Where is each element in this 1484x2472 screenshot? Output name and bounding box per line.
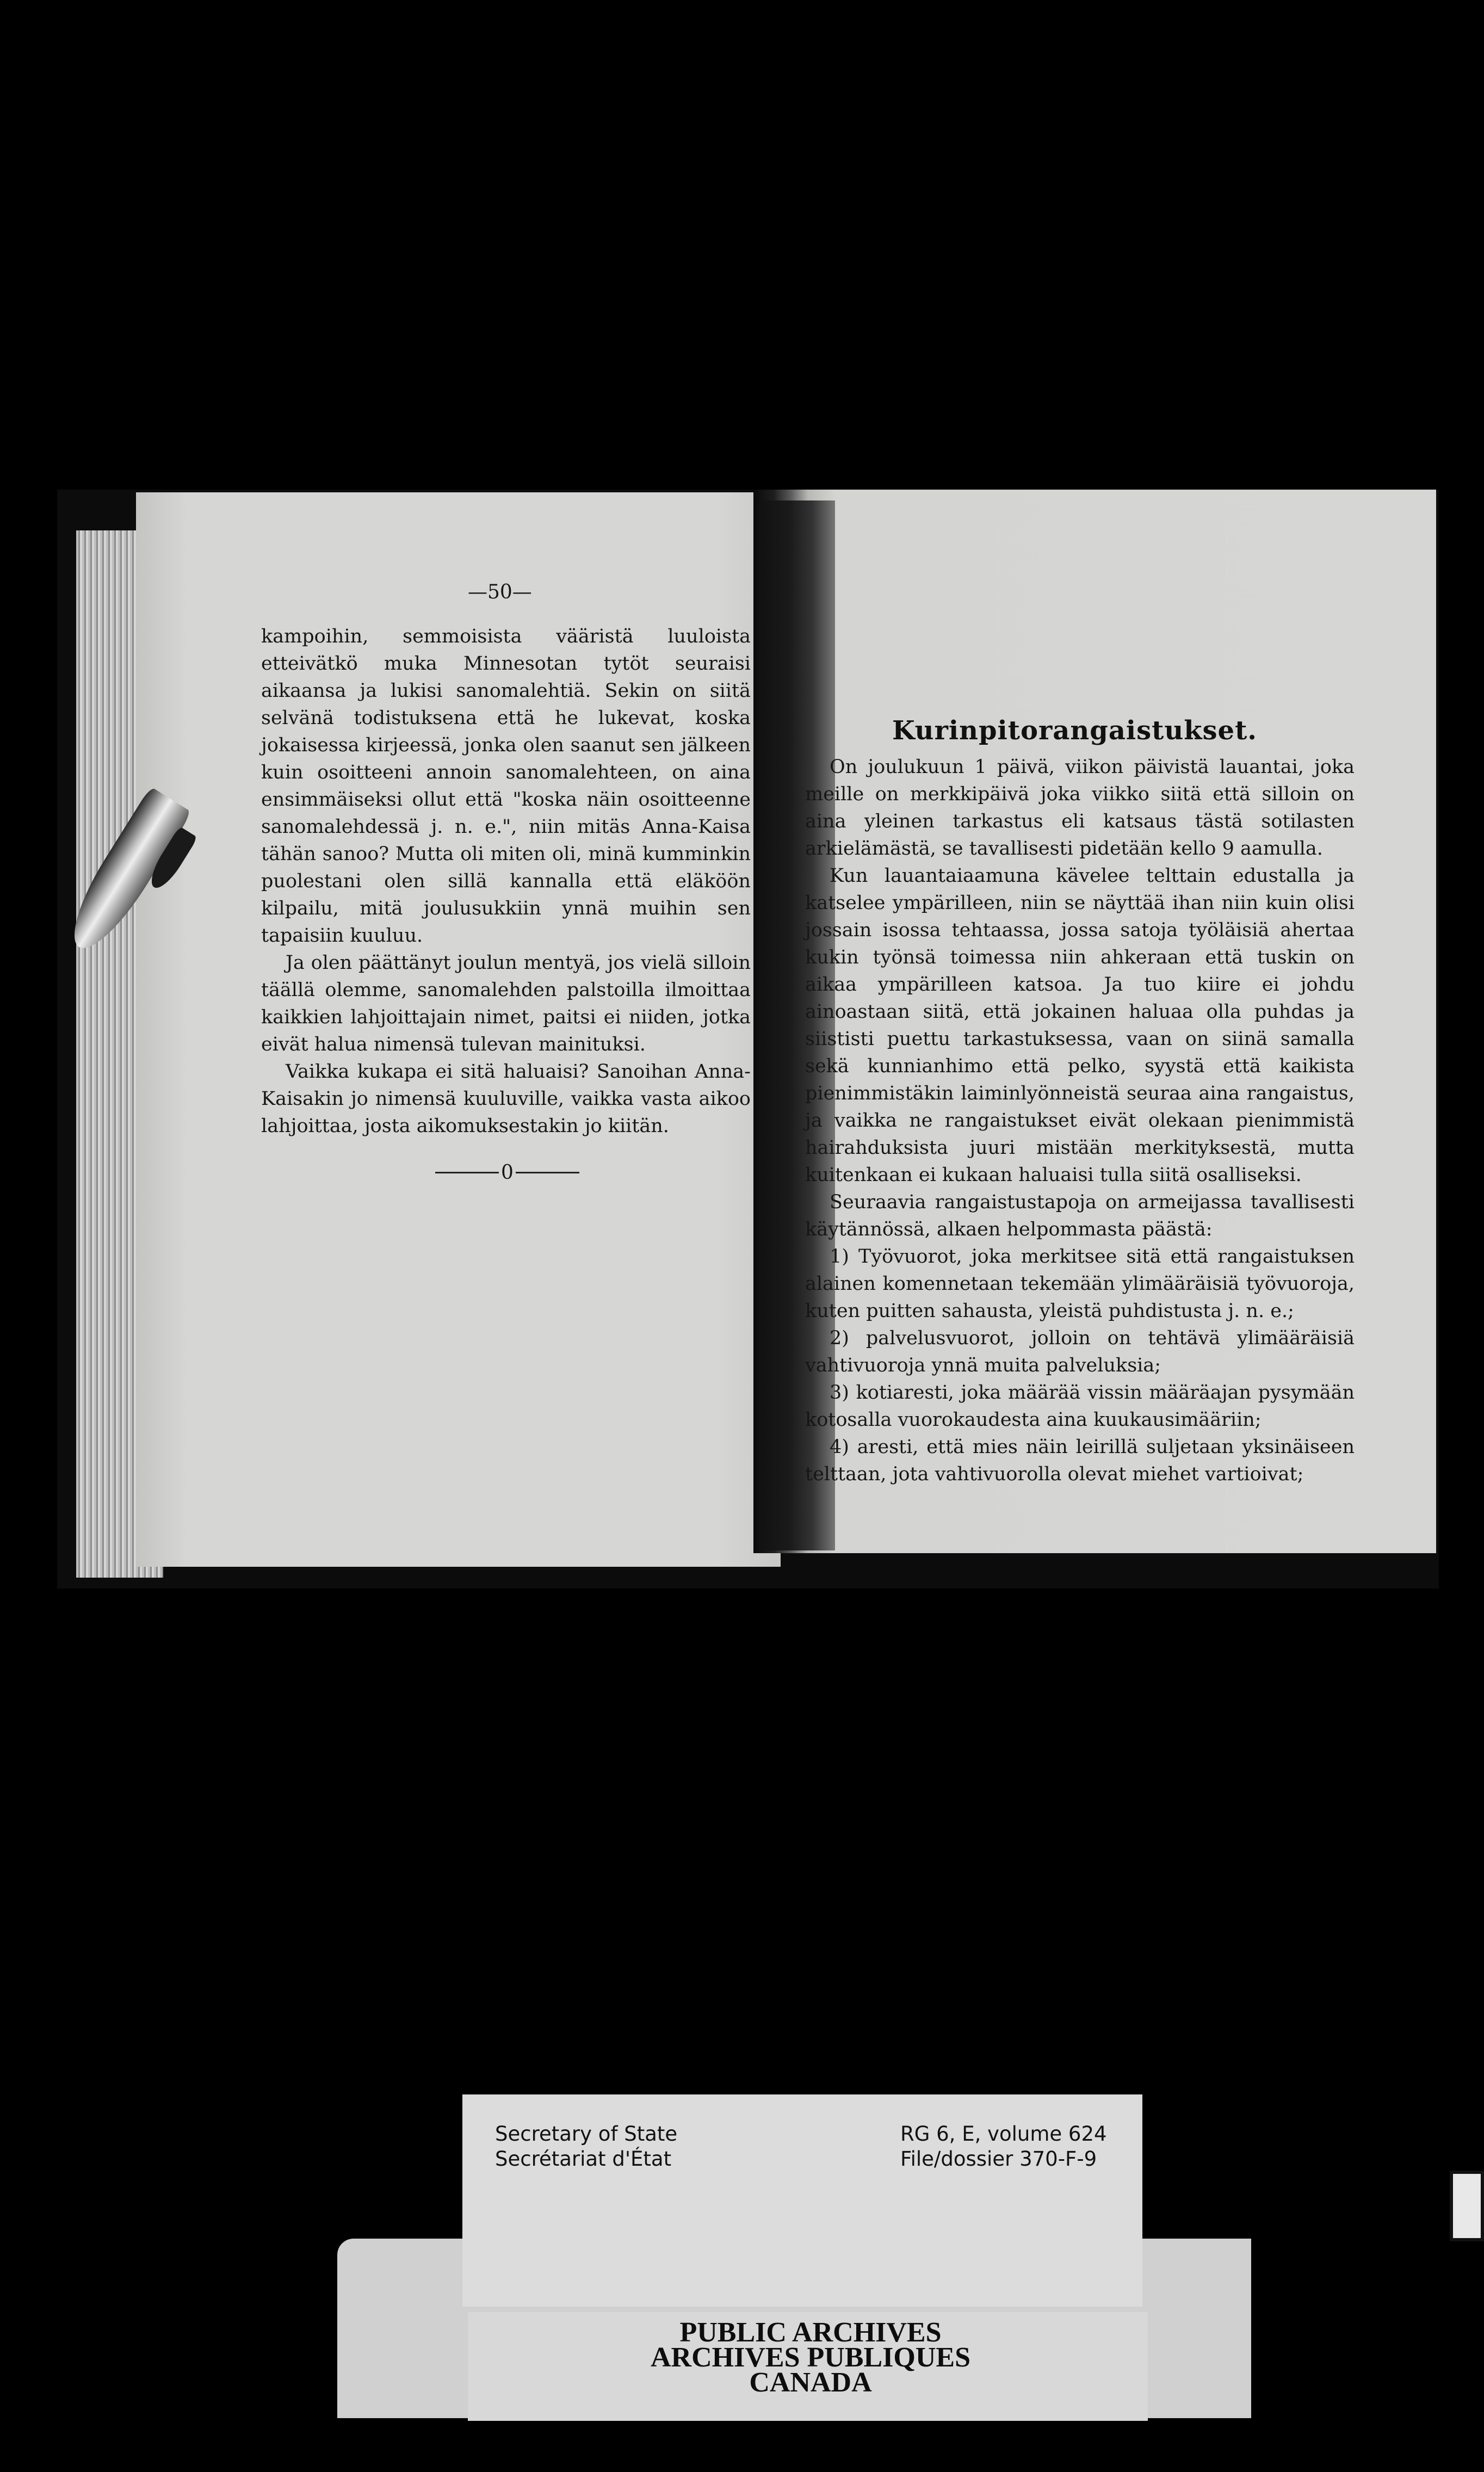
paragraph: Vaikka kukapa ei sitä haluaisi? Sanoihan Anna-Kaisakin jo nimensä kuuluville, vaikka vasta aikoo lahjoittaa, josta aikomuksestakin jo kiitän.: [261, 1061, 751, 1137]
card-line-2-left: Secrétariat d'État: [495, 2147, 672, 2171]
card-line-2-right: File/dossier 370-F-9: [900, 2147, 1097, 2171]
film-edge-mark: [1450, 2171, 1484, 2241]
archive-reference-card: [462, 2094, 1142, 2307]
right-page-text: [805, 753, 1355, 1488]
end-mark-symbol: 0: [501, 1161, 514, 1184]
archive-stamp: [566, 2317, 1055, 2398]
list-item: 2) palvelusvuorot, jolloin on tehtävä ylimääräisiä vahtivuoroja ynnä muita palveluksia;: [805, 1327, 1355, 1376]
stamp-line-3: CANADA: [749, 2367, 872, 2398]
paragraph: On joulukuun 1 päivä, viikon päivistä lauantai, joka meille on merkkipäivä joka viikko siitä että silloin on aina yleinen tarkastus eli katsaus tästä sotilasten arkielämästä, se tavallisesti pidetään kello 9 aamulla.: [805, 756, 1355, 860]
stamp-line-2: ARCHIVES PUBLIQUES: [650, 2342, 971, 2373]
list-item: 1) Työvuorot, joka merkitsee sitä että rangaistuksen alainen komennetaan tekemään ylimääräisiä työvuoroja, kuten puitten sahausta, yleistä puhdistusta j. n. e.;: [805, 1246, 1355, 1322]
card-line-1-left: Secretary of State: [495, 2122, 678, 2146]
stamp-line-1: PUBLIC ARCHIVES: [679, 2317, 942, 2348]
page-number: —50—: [468, 581, 532, 603]
left-page-text: [261, 623, 751, 1140]
paragraph: Kun lauantaiaamuna kävelee telttain edustalla ja katselee ympärilleen, niin se näyttää ihan niin kuin olisi jossain isossa tehtaassa, jossa satoja työläisiä ahertaa kukin työnsä toimessa niin ahkeraan että tuskin on aikaa ympärilleen katsoa. Ja tuo kiire ei johdu ainoastaan siitä, että jokainen haluaa olla puhdas ja siististi puettu tarkastuksessa, vaan on siinä samalla sekä kunnianhimo että pelko, syystä että kaikista pienimmistäkin laiminlyönneistä seuraa aina rangaistus, ja vaikka ne rangaistukset eivät olekaan pienimmistä hairahduksista juuri mistään merkityksestä, mutta kuitenkaan ei kukaan haluaisi tulla siitä osalliseksi.: [805, 865, 1355, 1186]
paragraph: kampoihin, semmoisista vääristä luuloista etteivätkö muka Minnesotan tytöt seuraisi aikaansa ja lukisi sanomalehtiä. Sekin on siitä selvänä todistuksena että he lukevat, koska jokaisessa kirjeessä, jonka olen saanut sen jälkeen kuin osoitteeni annoin sanomalehteen, on aina ensimmäiseksi ollut että "koska näin osoitteenne sanomalehdessä j. n. e.", niin mitäs Anna-Kaisa tähän sanoo? Mutta oli miten oli, minä kumminkin puolestani olen sillä kannalla että eläköön kilpailu, mitä joulusukkiin ynnä muihin sen tapaisiin kuuluu.: [261, 626, 751, 947]
paragraph: Seuraavia rangaistustapoja on armeijassa tavallisesti käytännössä, alkaen helpommasta päästä:: [805, 1191, 1355, 1240]
section-heading: Kurinpitorangaistukset.: [892, 715, 1257, 746]
card-line-1-right: RG 6, E, volume 624: [900, 2122, 1107, 2146]
end-mark: [435, 1159, 579, 1186]
list-item: 3) kotiaresti, joka määrää vissin määräajan pysymään kotosalla vuorokaudesta aina kuukausimääriin;: [805, 1382, 1355, 1431]
list-item: 4) aresti, että mies näin leirillä suljetaan yksinäiseen telttaan, jota vahtivuorolla olevat miehet vartioivat;: [805, 1436, 1355, 1485]
paragraph: Ja olen päättänyt joulun mentyä, jos vielä silloin täällä olemme, sanomalehden palstoilla ilmoittaa kaikkien lahjoittajain nimet, paitsi ei niiden, jotka eivät halua nimensä tulevan mainituksi.: [261, 952, 751, 1055]
